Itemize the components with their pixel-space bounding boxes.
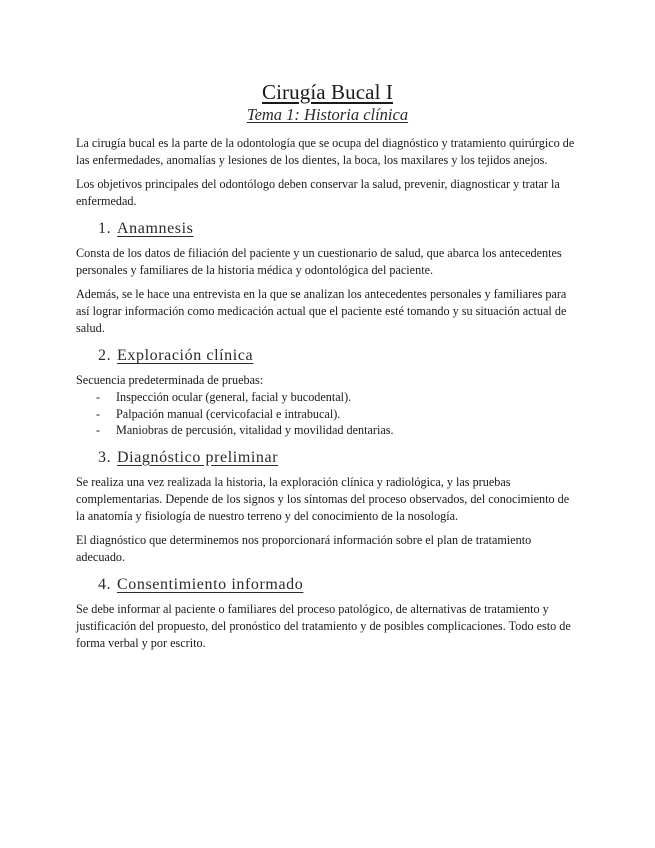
intro-paragraph: Los objetivos principales del odontólogo deben conservar la salud, prevenir, diagnosticar y tratar la enfermedad. <box>76 177 560 208</box>
section-number: 3. <box>98 448 112 466</box>
intro-paragraph: La cirugía bucal es la parte de la odontología que se ocupa del diagnóstico y tratamiento quirúrgico de las enfermedades, anomalías y lesiones de los dientes, la boca, los maxilares y los tejidos anejos. <box>76 136 575 167</box>
section-paragraph: Consta de los datos de filiación del paciente y un cuestionario de salud, que abarca los antecedentes personales y familiares de la historia médica y odontológica del paciente. <box>76 246 562 277</box>
section-title: Consentimiento informado <box>117 575 304 593</box>
section-heading-diagnostico <box>98 449 577 467</box>
section-number: 1. <box>98 220 112 237</box>
document-title: Cirugía Bucal I <box>262 80 393 104</box>
list-item <box>76 389 577 406</box>
list-item-text: Inspección ocular (general, facial y bucodental). <box>116 390 352 404</box>
document-body <box>76 135 577 659</box>
dash-bullet: - <box>96 390 101 404</box>
section-paragraph: Se realiza una vez realizada la historia, la exploración clínica y radiológica, y las pruebas complementarias. Depende de los signos y los síntomas del proceso observados, del conocimiento de la anatomía y fisiología de nuestro terreno y del conocimiento de la nosología. <box>76 474 570 523</box>
list-item-text: Palpación manual (cervicofacial e intrabucal). <box>116 406 341 421</box>
dash-bullet: - <box>96 406 101 421</box>
section-title: Anamnesis <box>117 220 194 237</box>
dash-bullet: - <box>96 423 101 437</box>
section-number: 4. <box>98 575 112 593</box>
section-paragraph: El diagnóstico que determinemos nos proporcionará información sobre el plan de tratamiento adecuado. <box>76 532 532 564</box>
list-item-text: Maniobras de percusión, vitalidad y movilidad dentarias. <box>116 423 394 437</box>
list-item <box>76 406 577 423</box>
document-subtitle: Tema 1: Historia clínica <box>246 105 409 124</box>
list-item <box>76 422 577 439</box>
section-number: 2. <box>98 347 112 364</box>
exploration-list <box>76 389 577 439</box>
section-title: Exploración clínica <box>117 347 254 364</box>
list-lead: Secuencia predeterminada de pruebas: <box>76 373 264 387</box>
section-heading-exploracion <box>98 347 577 365</box>
section-paragraph: Se debe informar al paciente o familiares del proceso patológico, de alternativas de tratamiento y justificación del propuesto, del pronóstico del tratamiento y de posibles complicaciones. Todo esto de forma verbal y por escrito. <box>76 601 571 650</box>
section-heading-anamnesis <box>98 220 577 238</box>
section-title: Diagnóstico preliminar <box>117 448 279 466</box>
section-paragraph: Además, se le hace una entrevista en la que se analizan los antecedentes personales y familiares para así lograr información como medicación actual que el paciente esté tomando y su situación actual de salud. <box>76 287 567 335</box>
section-heading-consentimiento <box>98 576 577 594</box>
